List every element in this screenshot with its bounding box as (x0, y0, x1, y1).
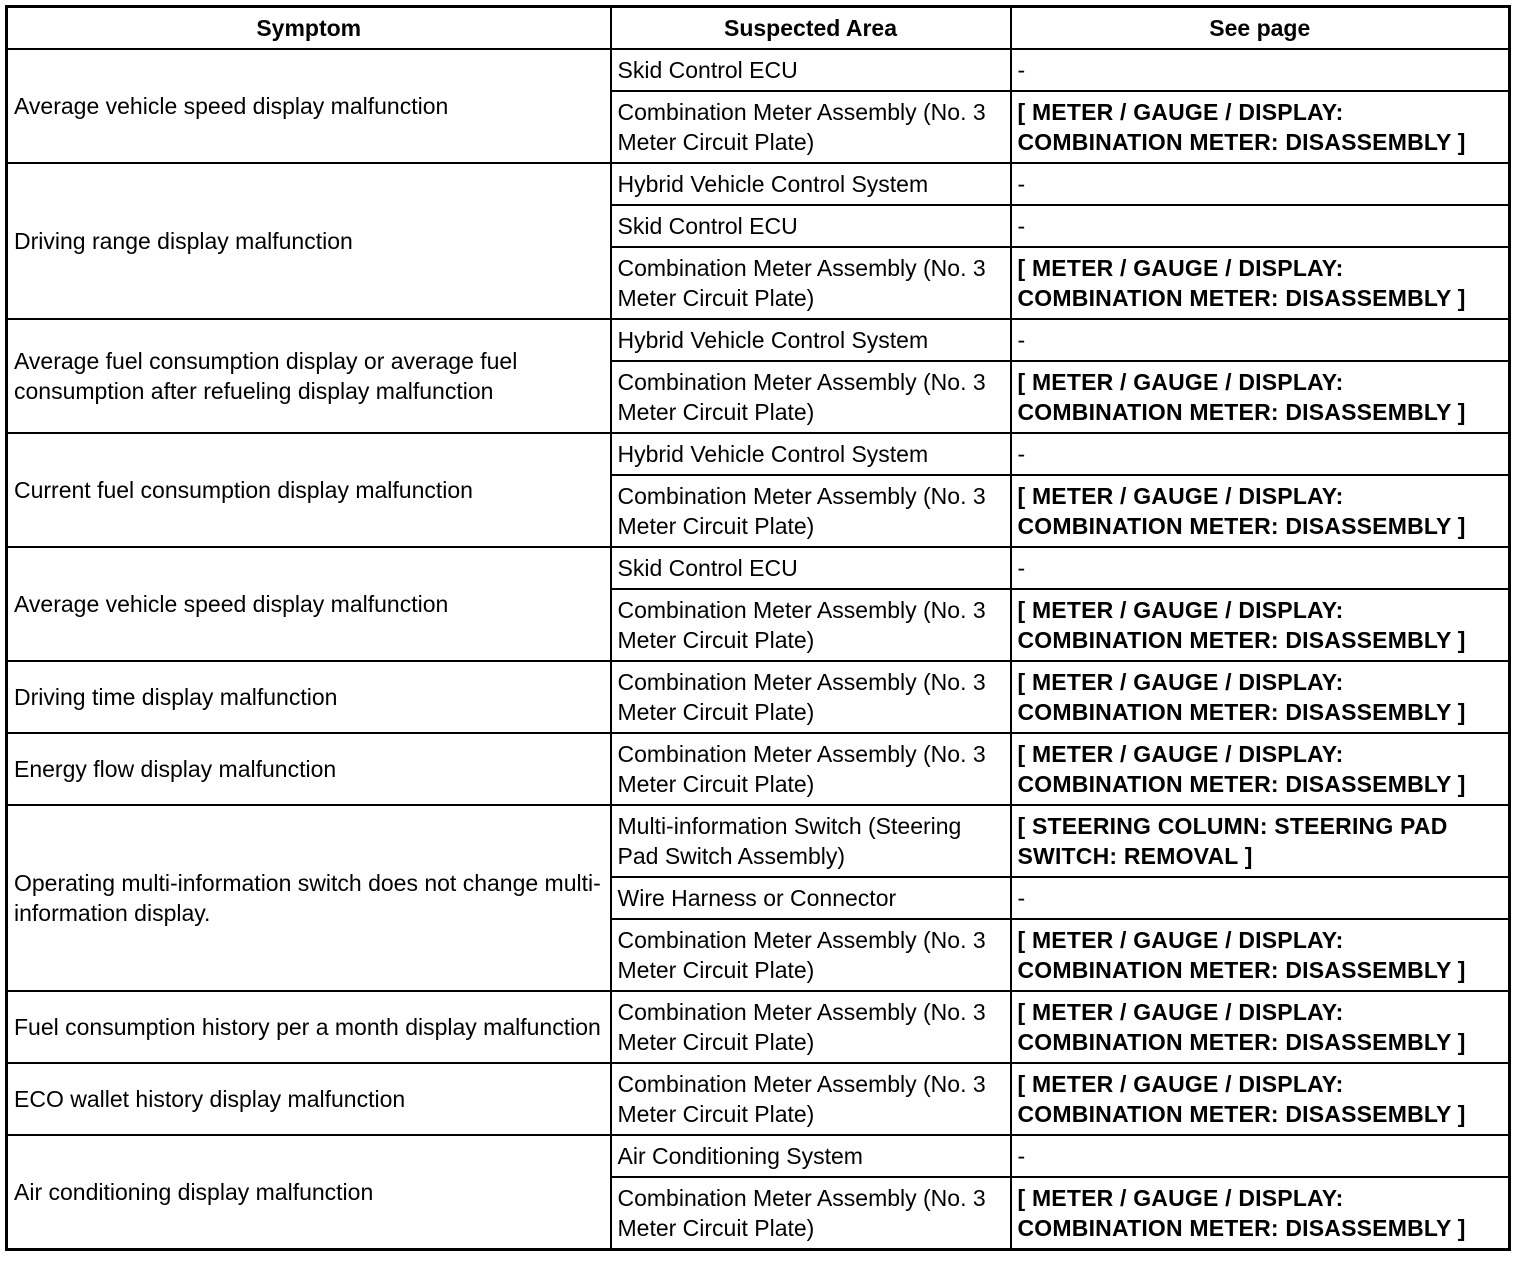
symptom-cell: Air conditioning display malfunction (7, 1135, 611, 1250)
suspected-area-cell: Combination Meter Assembly (No. 3 Meter Circuit Plate) (611, 91, 1011, 163)
suspected-area-cell: Combination Meter Assembly (No. 3 Meter Circuit Plate) (611, 247, 1011, 319)
see-page-link[interactable]: [ METER / GAUGE / DISPLAY: COMBINATION METER: DISASSEMBLY ] (1011, 91, 1510, 163)
suspected-area-cell: Skid Control ECU (611, 205, 1011, 247)
table-row (7, 547, 1510, 589)
symptom-cell: ECO wallet history display malfunction (7, 1063, 611, 1135)
suspected-area-cell: Combination Meter Assembly (No. 3 Meter Circuit Plate) (611, 919, 1011, 991)
see-page-link[interactable]: [ METER / GAUGE / DISPLAY: COMBINATION METER: DISASSEMBLY ] (1011, 991, 1510, 1063)
suspected-area-cell: Combination Meter Assembly (No. 3 Meter Circuit Plate) (611, 1063, 1011, 1135)
suspected-area-cell: Combination Meter Assembly (No. 3 Meter Circuit Plate) (611, 733, 1011, 805)
suspected-area-cell: Hybrid Vehicle Control System (611, 433, 1011, 475)
table-row (7, 49, 1510, 91)
suspected-area-cell: Combination Meter Assembly (No. 3 Meter Circuit Plate) (611, 361, 1011, 433)
see-page-link[interactable]: [ METER / GAUGE / DISPLAY: COMBINATION METER: DISASSEMBLY ] (1011, 1063, 1510, 1135)
symptom-table (5, 5, 1511, 1251)
suspected-area-cell: Combination Meter Assembly (No. 3 Meter Circuit Plate) (611, 661, 1011, 733)
symptom-cell: Driving time display malfunction (7, 661, 611, 733)
suspected-area-cell: Hybrid Vehicle Control System (611, 319, 1011, 361)
table-row (7, 433, 1510, 475)
see-page-link[interactable]: [ METER / GAUGE / DISPLAY: COMBINATION METER: DISASSEMBLY ] (1011, 361, 1510, 433)
suspected-area-cell: Hybrid Vehicle Control System (611, 163, 1011, 205)
table-row (7, 661, 1510, 733)
suspected-area-cell: Combination Meter Assembly (No. 3 Meter Circuit Plate) (611, 991, 1011, 1063)
symptom-cell: Driving range display malfunction (7, 163, 611, 319)
see-page-cell: - (1011, 1135, 1510, 1177)
see-page-cell: - (1011, 547, 1510, 589)
table-row (7, 805, 1510, 877)
suspected-area-cell: Combination Meter Assembly (No. 3 Meter Circuit Plate) (611, 1177, 1011, 1250)
symptom-cell: Energy flow display malfunction (7, 733, 611, 805)
suspected-area-cell: Combination Meter Assembly (No. 3 Meter Circuit Plate) (611, 589, 1011, 661)
table-row (7, 733, 1510, 805)
symptom-cell: Current fuel consumption display malfunction (7, 433, 611, 547)
see-page-cell: - (1011, 49, 1510, 91)
suspected-area-cell: Skid Control ECU (611, 547, 1011, 589)
table-row (7, 163, 1510, 205)
header-suspected-area: Suspected Area (611, 7, 1011, 50)
suspected-area-cell: Multi-information Switch (Steering Pad Switch Assembly) (611, 805, 1011, 877)
header-symptom: Symptom (7, 7, 611, 50)
suspected-area-cell: Wire Harness or Connector (611, 877, 1011, 919)
symptom-cell: Operating multi-information switch does not change multi-information display. (7, 805, 611, 991)
suspected-area-cell: Skid Control ECU (611, 49, 1011, 91)
table-row (7, 1063, 1510, 1135)
see-page-link[interactable]: [ METER / GAUGE / DISPLAY: COMBINATION METER: DISASSEMBLY ] (1011, 1177, 1510, 1250)
suspected-area-cell: Combination Meter Assembly (No. 3 Meter Circuit Plate) (611, 475, 1011, 547)
see-page-cell: - (1011, 877, 1510, 919)
see-page-cell: - (1011, 205, 1510, 247)
table-row (7, 1135, 1510, 1177)
table-row (7, 319, 1510, 361)
table-body (7, 49, 1510, 1250)
suspected-area-cell: Air Conditioning System (611, 1135, 1011, 1177)
see-page-link[interactable]: [ METER / GAUGE / DISPLAY: COMBINATION METER: DISASSEMBLY ] (1011, 919, 1510, 991)
table-row (7, 991, 1510, 1063)
see-page-link[interactable]: [ STEERING COLUMN: STEERING PAD SWITCH: REMOVAL ] (1011, 805, 1510, 877)
symptom-cell: Fuel consumption history per a month display malfunction (7, 991, 611, 1063)
see-page-link[interactable]: [ METER / GAUGE / DISPLAY: COMBINATION METER: DISASSEMBLY ] (1011, 247, 1510, 319)
see-page-link[interactable]: [ METER / GAUGE / DISPLAY: COMBINATION METER: DISASSEMBLY ] (1011, 589, 1510, 661)
table-header-row (7, 7, 1510, 50)
see-page-link[interactable]: [ METER / GAUGE / DISPLAY: COMBINATION METER: DISASSEMBLY ] (1011, 661, 1510, 733)
symptom-cell: Average vehicle speed display malfunction (7, 49, 611, 163)
see-page-link[interactable]: [ METER / GAUGE / DISPLAY: COMBINATION METER: DISASSEMBLY ] (1011, 475, 1510, 547)
symptom-cell: Average fuel consumption display or average fuel consumption after refueling display malfunction (7, 319, 611, 433)
see-page-cell: - (1011, 163, 1510, 205)
see-page-cell: - (1011, 433, 1510, 475)
see-page-link[interactable]: [ METER / GAUGE / DISPLAY: COMBINATION METER: DISASSEMBLY ] (1011, 733, 1510, 805)
symptom-cell: Average vehicle speed display malfunction (7, 547, 611, 661)
see-page-cell: - (1011, 319, 1510, 361)
header-see-page: See page (1011, 7, 1510, 50)
